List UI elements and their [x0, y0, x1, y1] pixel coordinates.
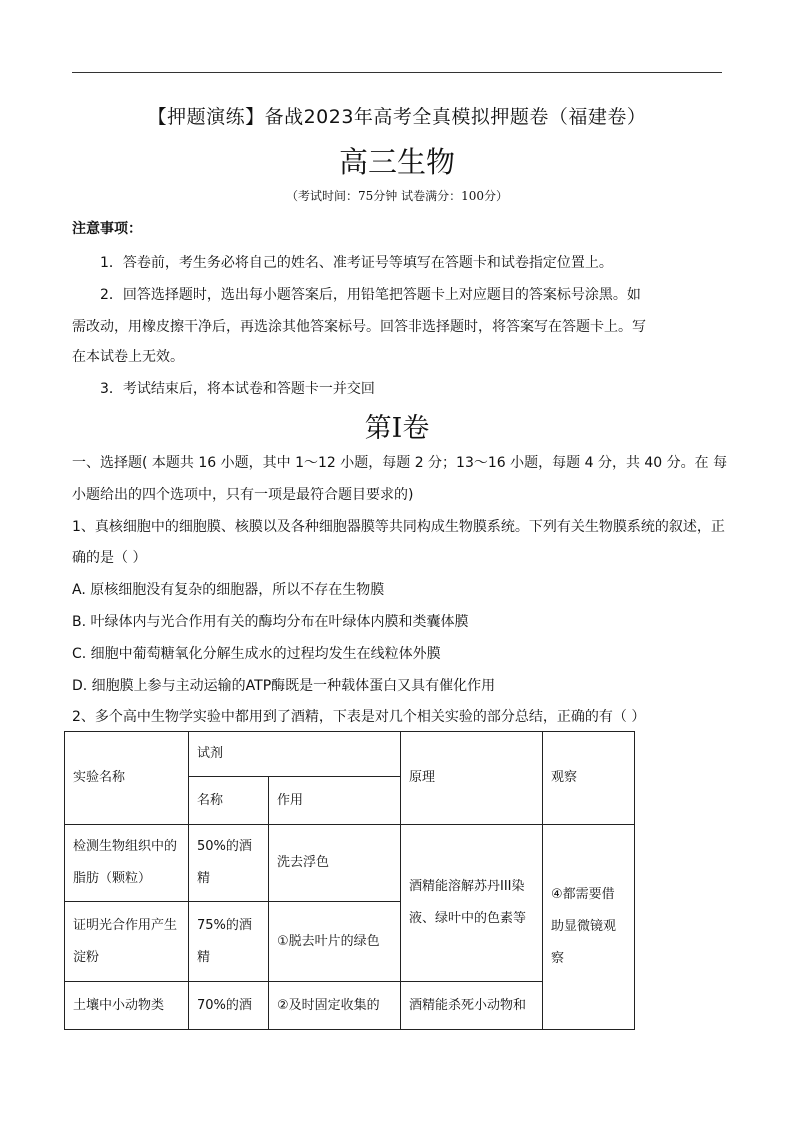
question-2-stem: 2、多个高中生物学实验中都用到了酒精，下表是对几个相关实验的部分总结，正确的有（ ）: [72, 709, 646, 725]
note-item-3: 3．考试结束后，将本试卷和答题卡一并交回: [100, 381, 375, 397]
header-rule: [72, 72, 722, 73]
row-1-experiment: 检测生物组织中的脂肪（颗粒）: [65, 825, 189, 902]
row-2-experiment: 证明光合作用产生淀粉: [65, 902, 189, 982]
note-item-2-line-2: 需改动，用橡皮擦干净后，再选涂其他答案标号。回答非选择题时，将答案写在答题卡上。写: [72, 319, 646, 335]
header-principle: 原理: [401, 732, 543, 825]
row-2-use: ①脱去叶片的绿色: [269, 902, 401, 982]
row-1-use: 洗去浮色: [269, 825, 401, 902]
note-item-1: 1．答卷前，考生务必将自己的姓名、准考证号等填写在答题卡和试卷指定位置上。: [100, 255, 613, 271]
question-1-stem-line-1: 1、真核细胞中的细胞膜、核膜以及各种细胞器膜等共同构成生物膜系统。下列有关生物膜系统的叙述，正: [72, 519, 725, 535]
row-3-use: ②及时固定收集的: [269, 982, 401, 1030]
question-1-option-a: A. 原核细胞没有复杂的细胞器，所以不存在生物膜: [72, 582, 385, 598]
section-instructions-line-1: 一、选择题( 本题共 16 小题，其中 1～12 小题，每题 2 分；13～16 小题，每题 4 分，共 40 分。在 每: [72, 455, 728, 471]
question-1-stem-line-2: 确的是（ ）: [72, 550, 147, 566]
subject-title: 高三生物: [338, 145, 455, 179]
row-3-experiment: 土壤中小动物类: [65, 982, 189, 1030]
header-reagent-use: 作用: [269, 777, 401, 825]
question-1-option-d: D. 细胞膜上参与主动运输的ATP酶既是一种载体蛋白又具有催化作用: [72, 678, 496, 694]
part-title: 第I卷: [364, 413, 430, 444]
header-reagent: 试剂: [189, 732, 401, 777]
header-reagent-name: 名称: [189, 777, 269, 825]
observation-all-rows: ④都需要借助显微镜观察: [543, 825, 635, 1030]
question-1-option-c: C. 细胞中葡萄糖氧化分解生成水的过程均发生在线粒体外膜: [72, 646, 441, 662]
principle-rows-1-2: 酒精能溶解苏丹III染液、绿叶中的色素等: [401, 825, 543, 982]
exam-title: 【押题演练】备战2023年高考全真模拟押题卷（福建卷）: [147, 106, 647, 128]
notes-heading: 注意事项：: [72, 221, 142, 237]
question-1-option-b: B. 叶绿体内与光合作用有关的酶均分布在叶绿体内膜和类囊体膜: [72, 614, 469, 630]
exam-info: （考试时间：75分钟 试卷满分：100分）: [286, 189, 508, 203]
experiment-table: [64, 731, 635, 1030]
row-2-reagent: 75%的酒精: [189, 902, 269, 982]
row-3-reagent: 70%的酒: [189, 982, 269, 1030]
section-instructions-line-2: 小题给出的四个选项中，只有一项是最符合题目要求的): [72, 487, 414, 503]
table-row: [65, 825, 635, 902]
header-experiment-name: 实验名称: [65, 732, 189, 825]
row-1-reagent: 50%的酒精: [189, 825, 269, 902]
table-header-row: [65, 732, 635, 777]
row-3-principle: 酒精能杀死小动物和: [401, 982, 543, 1030]
header-observation: 观察: [543, 732, 635, 825]
note-item-2-line-1: 2．回答选择题时，选出每小题答案后，用铅笔把答题卡上对应题目的答案标号涂黑。如: [100, 287, 641, 303]
note-item-2-line-3: 在本试卷上无效。: [72, 349, 184, 365]
